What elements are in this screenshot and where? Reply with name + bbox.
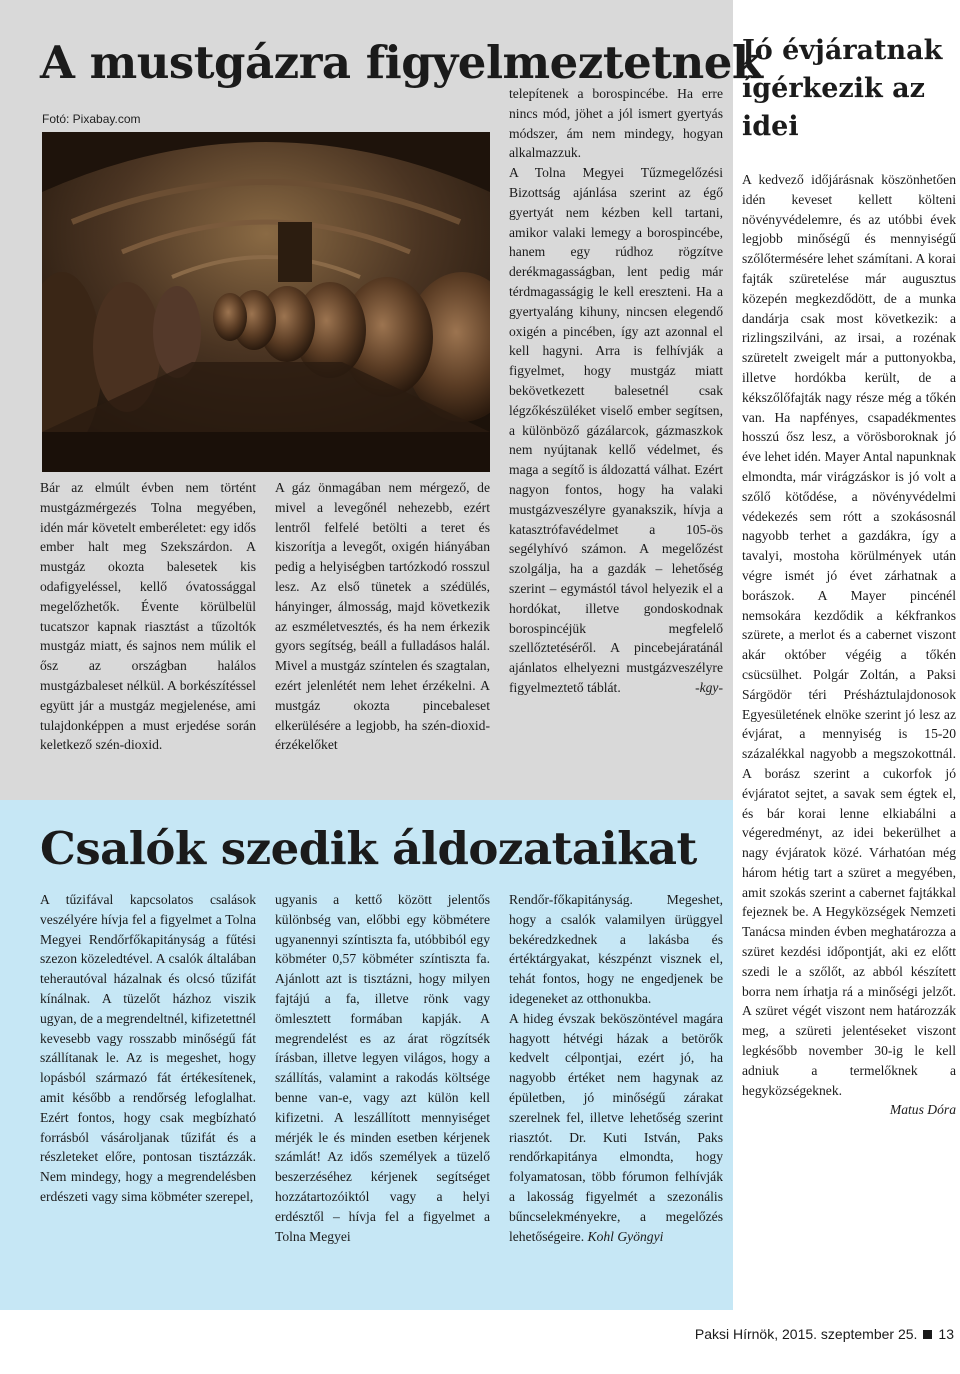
article3-byline: Matus Dóra [889,1102,956,1118]
article1-col3-paragraph-1: telepítenek a borospincébe. Ha erre nincs mód, jöhet a jól ismert gyertyás módszer, ám nem mindegy, hogyan alkalmazzuk. [509,86,723,161]
photo-credit: Fotó: Pixabay.com [42,112,141,126]
article2-col3-paragraph-2-text: A hideg évszak beköszöntével magára hagyott hétvégi házak a betörők kedvelt célpontjai, ezért jó, ha nagyobb értéket nem hagynak az épületben, jó minőségű zárakat szerelnek fel, illetve lehetőség szerint riasztót. Dr. Kuti István, Paks rendőrkapitánya elmondta, hogy folyamatosan, több fórumon felhívják a lakosság figyelmét a szezonális bűncselekményekre, a megelőzés lehetőségeire. [509,1010,723,1244]
article1-column-2 [275,478,490,788]
article2-signature: Kohl Gyöngyi [587,1228,664,1244]
article1-column-1 [40,478,256,788]
article2-column-1 [40,890,256,1304]
footer-publication: Paksi Hírnök, 2015. szeptember 25. [694,1326,918,1342]
article3-column [742,170,956,1310]
article2-col1-text: A tűzifával kapcsolatos csalások veszélyére hívja fel a figyelmet a Tolna Megyei Rendőrfőkapitányság a fűtési szezon közeledtével. A csalók általában teherautóval házalnak és olcsó tűzifát kínálnak. A tüzelőt házhoz viszik ugyan, de a megrendeltnél, kifizetettnél kevesebb vagy rosszabb minőségű fát szállítanak le. Az is megeshet, hogy lopásból származó fát értékesítenek, amit később a rendőrség lefoglalhat. Ezért fontos, hogy csak megbízható forrásból vásároljanak tűzifát és a részleteket előre, pontosan tisztázzák. Nem mindegy, hogy a megrendelésben erdészeti vagy sima köbméter szerepel, [40,892,256,1204]
footer-page-number: 13 [938,1326,954,1342]
black-square-icon [923,1330,932,1339]
article1-col1-text: Bár az elmúlt évben nem történt mustgázmérgezés Tolna megyében, idén már követelt emberéletet: egy idős ember halt meg Szekszárdon. A mustgáz okozta balesetek kis odafigyeléssel, kellő óvatossággal megelőzhetők. Évente körülbelül tucatszor kapnak riasztást a tűzoltók mustgáz miatt, és sajnos nem múlik el ősz az országban halálos mustgázbaleset nélkül. A borkészítéssel együtt jár a mustgáz megjelenése, ami tulajdonképpen a must erjedése során keletkező szén-dioxid. [40,480,256,753]
article1-title: A mustgázra figyelmeztetnek [40,36,763,89]
article1-col3-paragraph-2 [509,163,723,698]
article1-column-3 [509,84,723,794]
article3-body: A kedvező időjárásnak köszönhetően idén keveset kellett költeni növényvédelemre, és az utóbbi évek legjobb minőségű és mennyiségű szőlőtermésére lehet számítani. A korai fajták szüretelése már augusztus közepén megkezdődött, de a munka dandárja csak most következik: a rizlingszilváni, az irsai, a rozénak szüretelt zweigelt már a puttonyokba, illetve hordókba került, de a kékszőlőfajták nagy része még a tőkén van. Ha napfényes, csapadékmentes hosszú ősz lesz, a vörösboroknak jó éve lehet idén. Mayer Antal napunknak elmondta, már virágzáskor is jó volt a szőlő kötődése, a növényvédelmi védekezés sem rótt a szokásosnál nagyobb terhet a gazdákra, így a tavalyi, mostoha körülmények után végre ismét jó évet zárhatnak a borászok. A Mayer pincénél nemsokára kezdődik a kékfrankos szürete, a merlot és a cabernet viszont akár október végéig a tőkén csücsülhet. Polgár Zoltán, a Paksi Sárgödör téri Présháztulajdonosok Egyesületének elnöke szerint jó lesz az évjárat, a mennyiség is 15-20 százalékkal nagyobb a megszokottnál. A borász szerint a cukorfok jó évjáratot sejtet, a savak sem égtek el, és bár korai lenne elkiabálni a végeredményt, az idei bekerülhet a nagy évjáratok közé. Várhatóan még három hétig tart a szüret a megyében, amit szokás szerint a cabernet fajtákkal fejeznek be. A Hegyközségek Nemzeti Tanácsa minden évben meghatározza a szüret kezdési időpontját, aki ez előtt szedi le a szőlőt, az abból készített borra nem írhatja rá a minőségi jelzőt. A szüret végét viszont nem határozzák meg, a szüreti jelentéseket viszont legkésőbb november 30-ig le kell adniuk a termelőknek a hegyközségeknek. [742,172,956,1098]
article3-title: Jó évjáratnak ígérkezik az idei [742,35,943,142]
article2-col3-paragraph-1: Rendőr-főkapitányság. Megeshet, hogy a csalók valamilyen ürüggyel bekéredzkednek a lakásba és értéktárgyakat, készpénzt visznek el, tehát fontos, hogy ne engedjenek be idegeneket az otthonukba. [509,892,723,1006]
article2-col2-text: ugyanis a kettő között jelentős különbség van, előbbi egy köbmétere ugyanennyi színtiszta fa, utóbbiból egy köbméter 0,57 köbméter színtiszta fa. Ajánlott azt is tisztázni, hogy milyen fajtájú a fa, illetve rönk vagy ömlesztett formában kapják. A megrendelést es az árat rögzítsék írásban, illetve legyen világos, hogy a szállítás, valamint a rakodás költsége benne van-e, vagy azt külön kell kifizetni. A leszállított mennyiséget mérjék le és minden esetben kérjenek számlát! Az idős személyek a tüzelő beszerzéséhez kérjenek segítséget hozzátartozóiktól vagy a helyi erdésztől – hívja fel a figyelmet a Tolna Megyei [275,892,490,1244]
page-footer [695,1326,954,1342]
article2-column-3 [509,890,723,1304]
article1-col2-text: A gáz önmagában nem mérgező, de mivel a levegőnél nehezebb, ezért lentről felfelé betölti a teret és kiszorítja a levegőt, oxigén hiányában pedig a helyiségben tartózkodó rosszul lesz. Az első tünetek a szédülés, hányinger, álmosság, majd következik az eszméletvesztés, és ha nem érkezik gyors segítség, beáll a fulladásos halál. Mivel a mustgáz színtelen és szagtalan, ezért jelenlétét nem lehet érzékelni. A mustgáz okozta pincebaleset elkerülésére a legjobb, ha szén-dioxid-érzékelőket [275,480,490,753]
article2-col3-paragraph-2 [509,1009,723,1247]
article1-signature: -kgy- [695,679,723,695]
article1-col3-paragraph-2-text: A Tolna Megyei Tűzmegelőzési Bizottság ajánlása szerint az égő gyertyát nem kézben kell tartani, amikor valaki lemegy a borospincébe, hanem egy rúdhoz rögzítve derékmagasságban, lent pedig már térdmagasságig le kell ereszteni. Ha a gyertyaláng kihuny, nincsen elegendő oxigén a pincében, így azt azonnal el kell hagyni. Arra is felhívják a figyelmet, hogy mustgáz miatt bekövetkezett balesetnél csak légzőkészüléket viselő ember segítsen, a különböző gázálarcok, gázmaszkok nem nyújtanak kellő védelmet, és maga a segítő is áldozattá válhat. Ezért nagyon fontos, hogy ha valaki mustgázveszélyre gyanakszik, hívja a katasztrófavédelmet a 105-ös segélyhívó számon. A megelőzést szolgálja, ha a gazdák – lehetőség szerint – egymástól távol helyezik el a hordókat, illetve gondoskodnak borospincéjük megfelelő szellőztetéséről. A pincebejáratánál ajánlatos elhelyezni mustgázveszélyre figyelmeztető táblát. [509,165,723,695]
article2-column-2 [275,890,490,1304]
wine-cellar-photo [42,132,490,472]
article2-title: Csalók szedik áldozataikat [40,822,697,875]
